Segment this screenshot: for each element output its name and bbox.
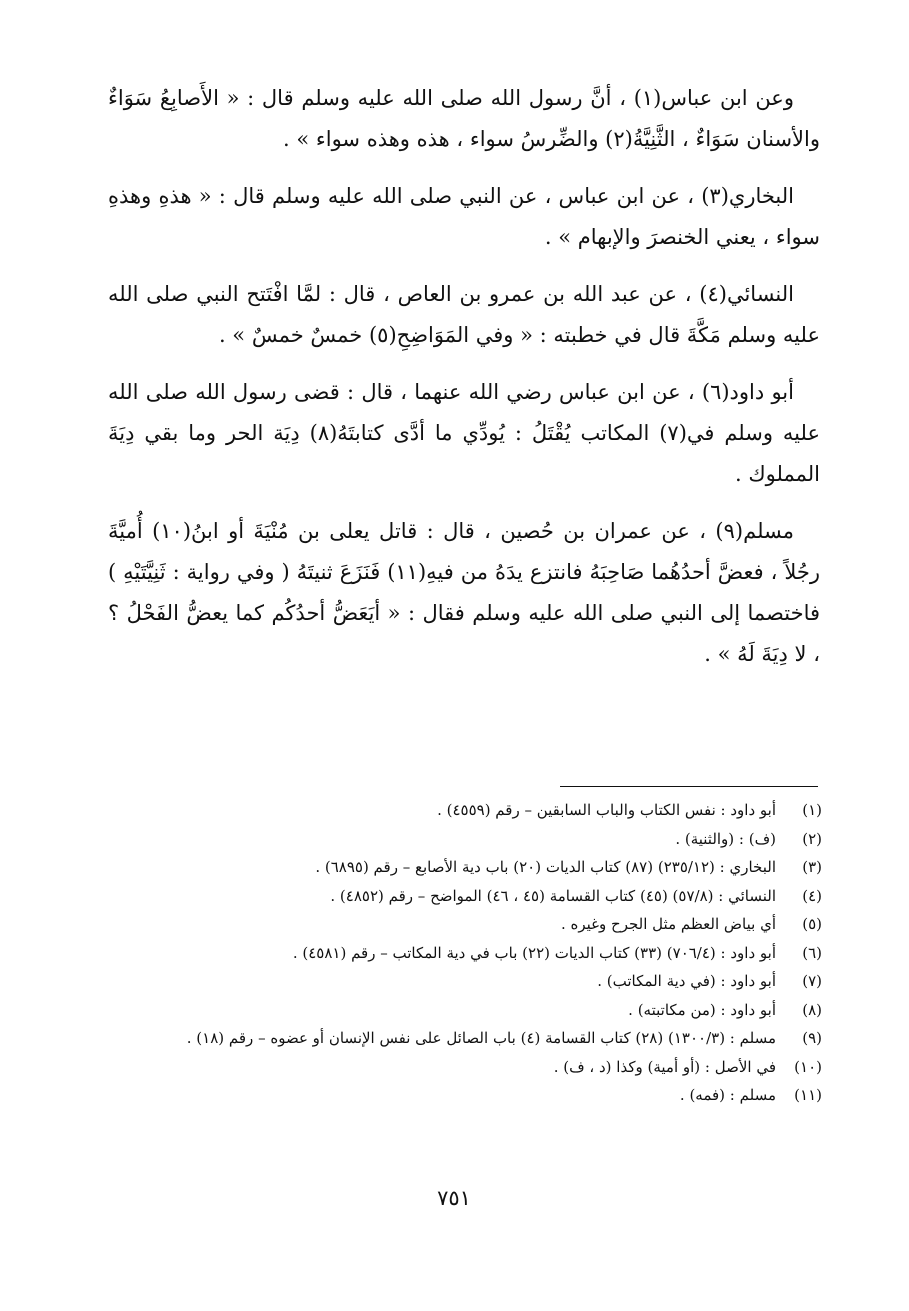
footnote-text: أبو داود : (من مكاتبته) . [628,1000,776,1019]
footnote-text: في الأصل : (أو أمية) وكذا (د ، ف) . [553,1057,776,1076]
footnote-item [108,825,822,854]
footnote-item [108,1081,822,1110]
paragraph-ibn-abbas: وعن ابن عباس(١) ، أنَّ رسول الله صلى الله عليه وسلم قال : « الأَصابِعُ سَوَاءٌ والأسنان سَوَاءٌ ، الثَّنِيَّةُ(٢) والضِّرسُ سواء ، هذه وهذه سواء » . [108,86,820,151]
footnote-item [108,882,822,911]
footnote-item [108,796,822,825]
paragraph-nasai: النسائي(٤) ، عن عبد الله بن عمرو بن العاص ، قال : لمَّا افْتَتح النبي صلى الله عليه وسلم مَكَّةَ قال في خطبته : « وفي المَوَاضِحِ(٥) خمسٌ خمسٌ » . [108,282,820,347]
footnote-number: (٤) [802,886,822,905]
footnote-number: (١٠) [794,1057,822,1076]
footnotes [108,796,822,1110]
footnote-text: مسلم : (١٣٠٠/٣) (٢٨) كتاب القسامة (٤) باب الصائل على نفس الإنسان أو عضوه – رقم (١٨) . [186,1029,776,1047]
footnote-text: أبو داود : نفس الكتاب والباب السابقين – رقم (٤٥٥٩) . [437,801,776,819]
footnote-text: أبو داود : (في دية المكاتب) . [597,972,776,990]
footnote-number: (٧) [802,972,822,990]
footnote-number: (٨) [802,1000,822,1019]
footnote-text: البخاري : (٢٣٥/١٢) (٨٧) كتاب الديات (٢٠) باب دية الأصابع – رقم (٦٨٩٥) . [315,858,776,876]
footnote-number: (٥) [802,915,822,933]
footnote-text: النسائي : (٥٧/٨) (٤٥) كتاب القسامة (٤٥ ، ٤٦) المواضح – رقم (٤٨٥٢) . [330,886,776,905]
footnote-text: مسلم : (فمه) . [679,1086,776,1104]
footnote-item [108,853,822,882]
footnote-item [108,939,822,968]
footnote-item [108,1024,822,1053]
footnote-text: (ف) : (والثنية) . [675,829,776,848]
footnote-item [108,1053,822,1082]
footnote-number: (٣) [802,858,822,876]
footnote-item [108,967,822,996]
footnote-separator [560,786,818,787]
footnote-item [108,996,822,1025]
footnote-number: (٢) [802,829,822,848]
footnote-item [108,910,822,939]
footnote-number: (١) [802,801,822,819]
paragraph-abu-dawud: أبو داود(٦) ، عن ابن عباس رضي الله عنهما ، قال : قضى رسول الله صلى الله عليه وسلم في(٧) المكاتب يُقْتَلُ : يُودِّي ما أدَّى كتابتَهُ(٨) دِيَة الحر وما بقي دِيَةَ المملوك . [108,380,820,486]
paragraph-bukhari: البخاري(٣) ، عن ابن عباس ، عن النبي صلى الله عليه وسلم قال : « هذهِ وهذهِ سواء ، يعني الخنصرَ والإبهام » . [108,184,820,249]
paragraph-muslim: مسلم(٩) ، عن عمران بن حُصين ، قال : قاتل يعلى بن مُنْيَةَ أو ابنُ(١٠) أُميَّةَ رجُلاً ، فعضَّ أحدُهُما صَاحِبَهُ فانتزع يدَهُ من فيهِ(١١) فَنَزَعَ ثنيتَهُ ( وفي رواية : ثَنِيَّتَيْهِ ) فاختصما إلى النبي صلى الله عليه وسلم فقال : « أيَعَضُّ أحدُكُم كما يعضُّ الفَحْلُ ؟ ، لا دِيَةَ لَهُ » . [108,519,821,666]
footnote-text: أي بياض العظم مثل الجرح وغيره . [560,915,776,933]
footnote-number: (٦) [802,943,822,962]
footnote-number: (١١) [794,1086,822,1104]
footnote-text: أبو داود : (٧٠٦/٤) (٣٣) كتاب الديات (٢٢) باب في دية المكاتب – رقم (٤٥٨١) . [292,943,776,962]
footnote-number: (٩) [802,1029,822,1047]
main-text [108,78,820,691]
page-number: ٧٥١ [437,1186,471,1210]
